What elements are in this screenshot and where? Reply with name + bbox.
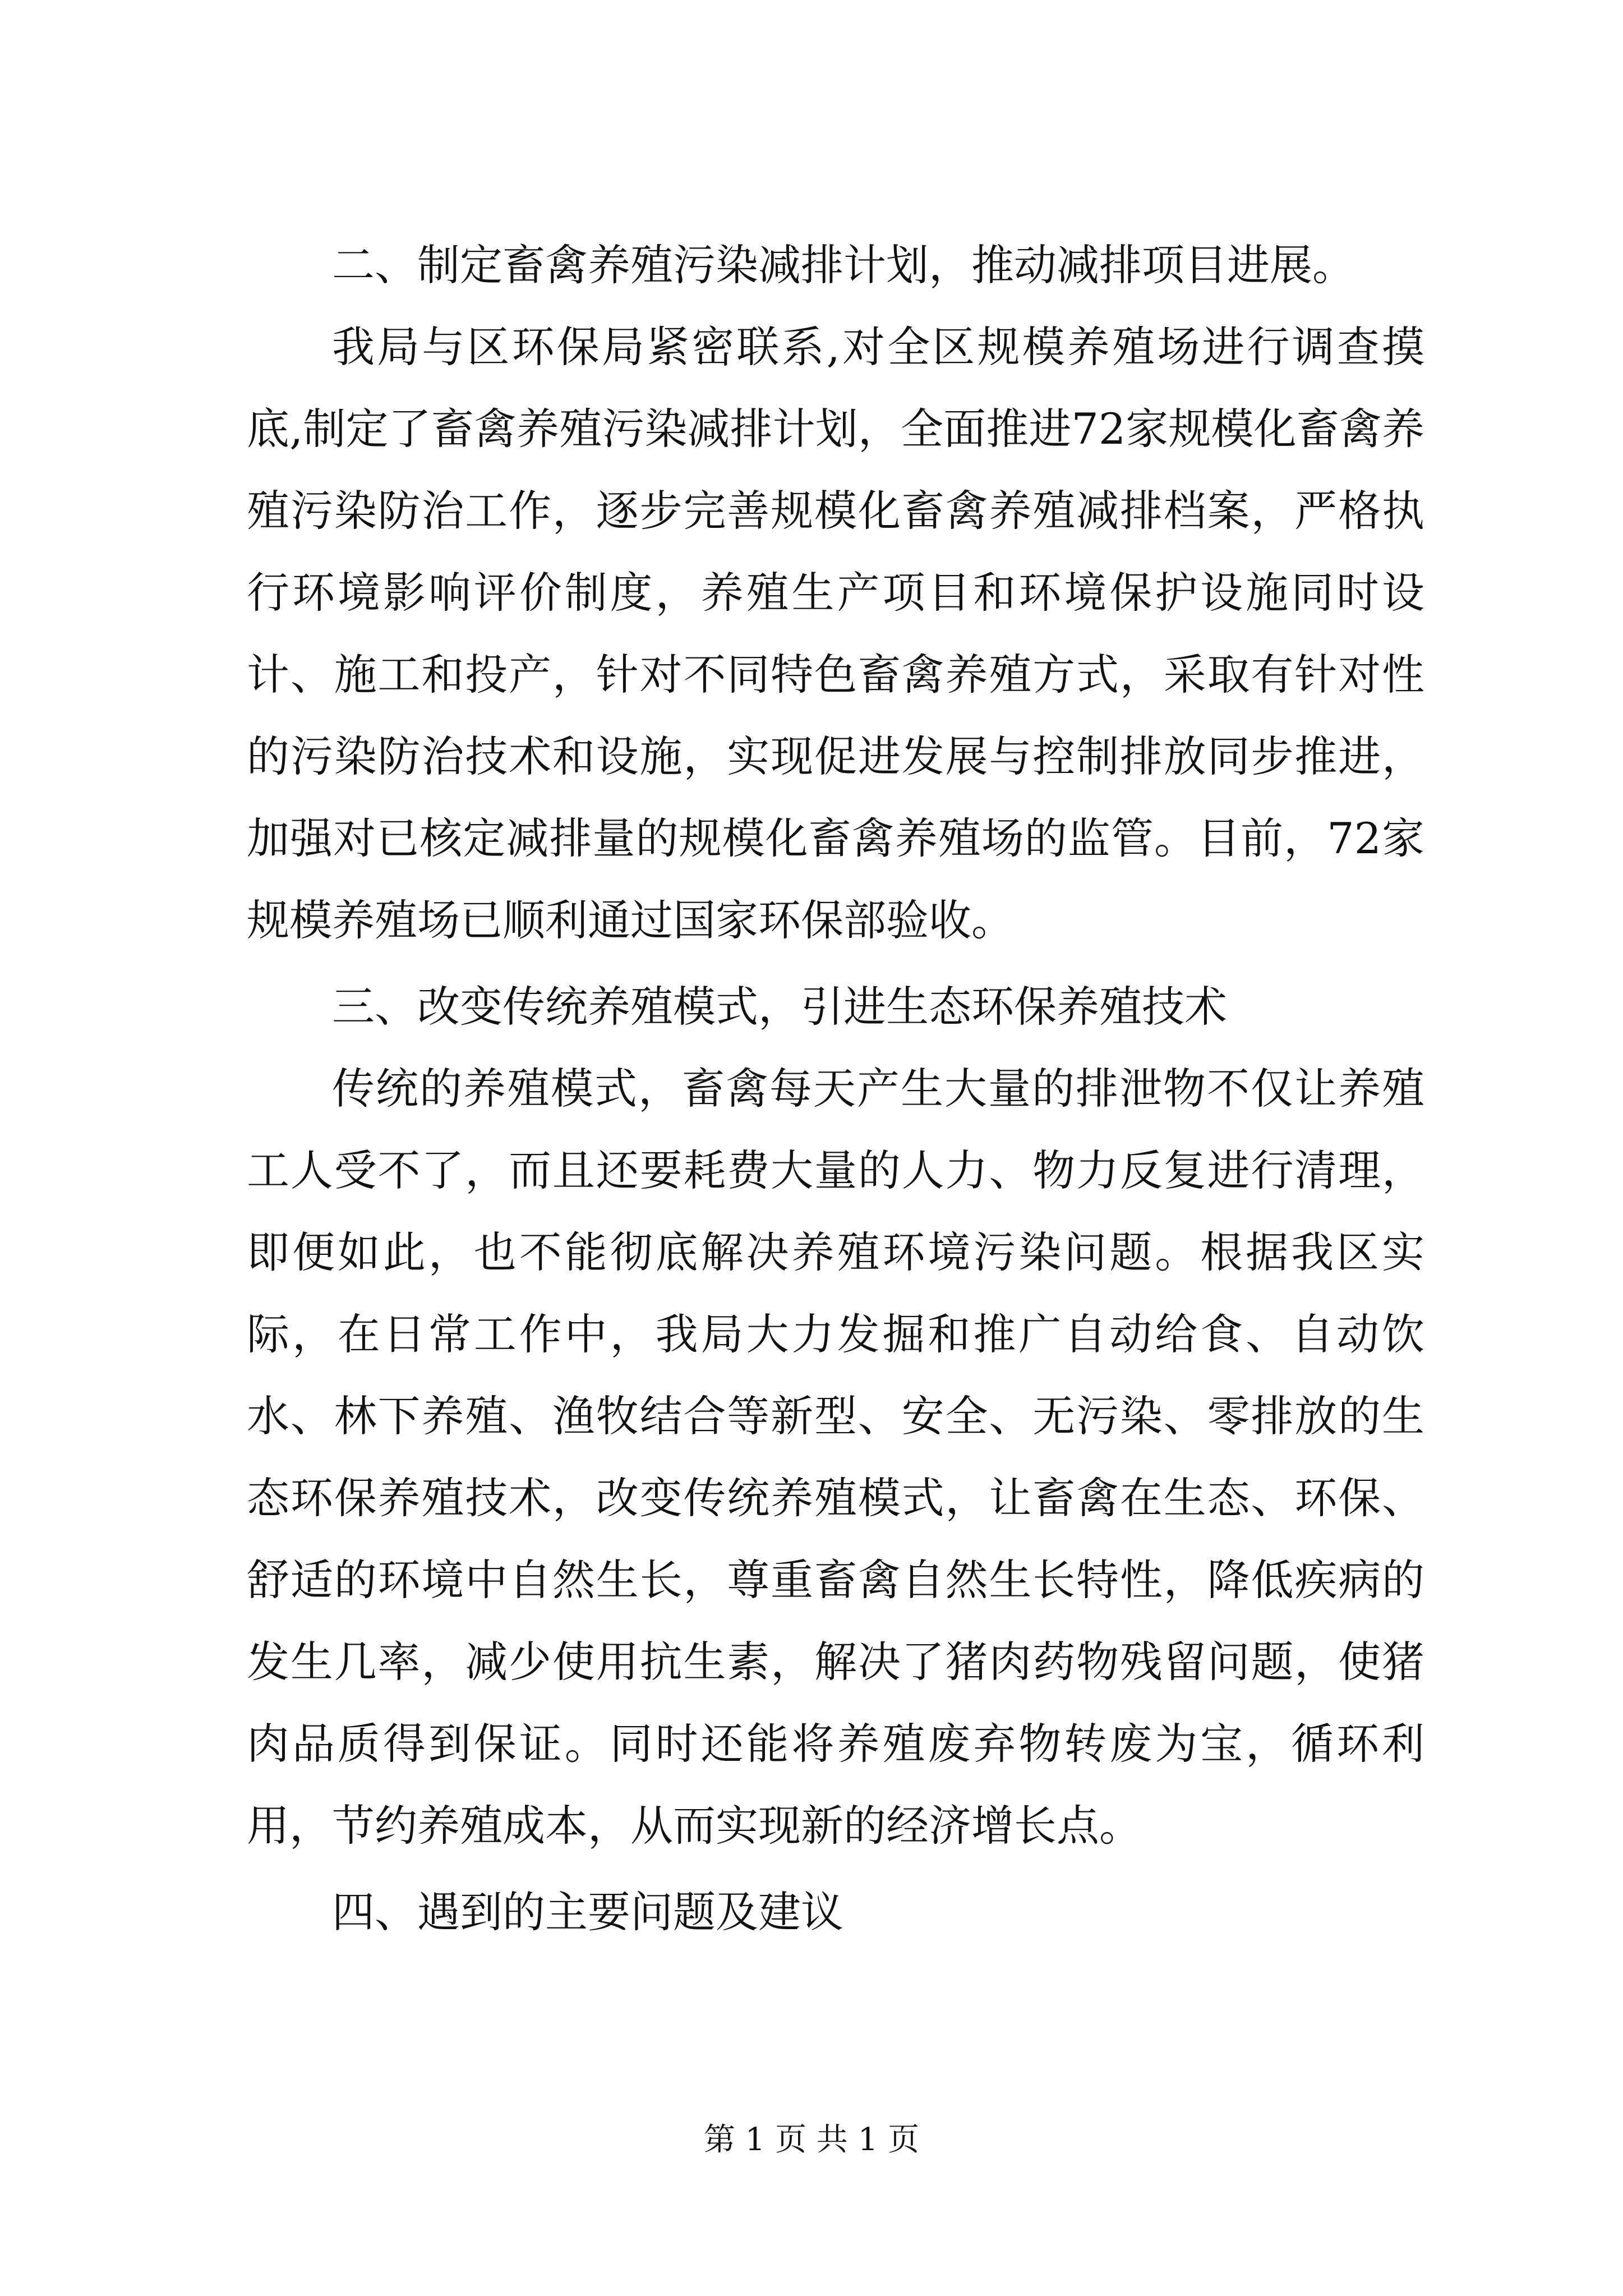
page-footer: 第 1 页 共 1 页 bbox=[703, 2122, 920, 2158]
section-paragraph-3: 传统的养殖模式，畜禽每天产生大量的排泄物不仅让养殖工人受不了，而且还要耗费大量的人力、物力反复进行清理，即便如此，也不能彻底解决养殖环境污染问题。根据我区实际，在日常工作中，我局大力发掘和推广自动给食、自动饮水、林下养殖、渔牧结合等新型、安全、无污染、零排放的生态环保养殖技术，改变传统养殖模式，让畜禽在生态、环保、舒适的环境中自然生长，尊重畜禽自然生长特性，降低疾病的发生几率，减少使用抗生素，解决了猪肉药物残留问题，使猪肉品质得到保证。同时还能将养殖废弃物转废为宝，循环利用，节约养殖成本，从而实现新的经济增长点。 bbox=[247, 1064, 1424, 1851]
section-paragraph-2: 我局与区环保局紧密联系,对全区规模养殖场进行调查摸底,制定了畜禽养殖污染减排计划，全面推进72家规模化畜禽养殖污染防治工作，逐步完善规模化畜禽养殖减排档案，严格执行环境影响评价制度，养殖生产项目和环境保护设施同时设计、施工和投产，针对不同特色畜禽养殖方式，采取有针对性的污染防治技术和设施，实现促进发展与控制排放同步推进，加强对已核定减排量的规模化畜禽养殖场的监管。目前，72家规模养殖场已顺利通过国家环保部验收。 bbox=[247, 322, 1424, 945]
section-heading-3: 三、改变传统养殖模式，引进生态环保养殖技术 bbox=[332, 982, 1227, 1032]
document-body bbox=[247, 224, 1424, 1953]
section-heading-2: 二、制定畜禽养殖污染减排计划，推动减排项目进展。 bbox=[332, 240, 1355, 290]
section-heading-4: 四、遇到的主要问题及建议 bbox=[332, 1887, 843, 1937]
